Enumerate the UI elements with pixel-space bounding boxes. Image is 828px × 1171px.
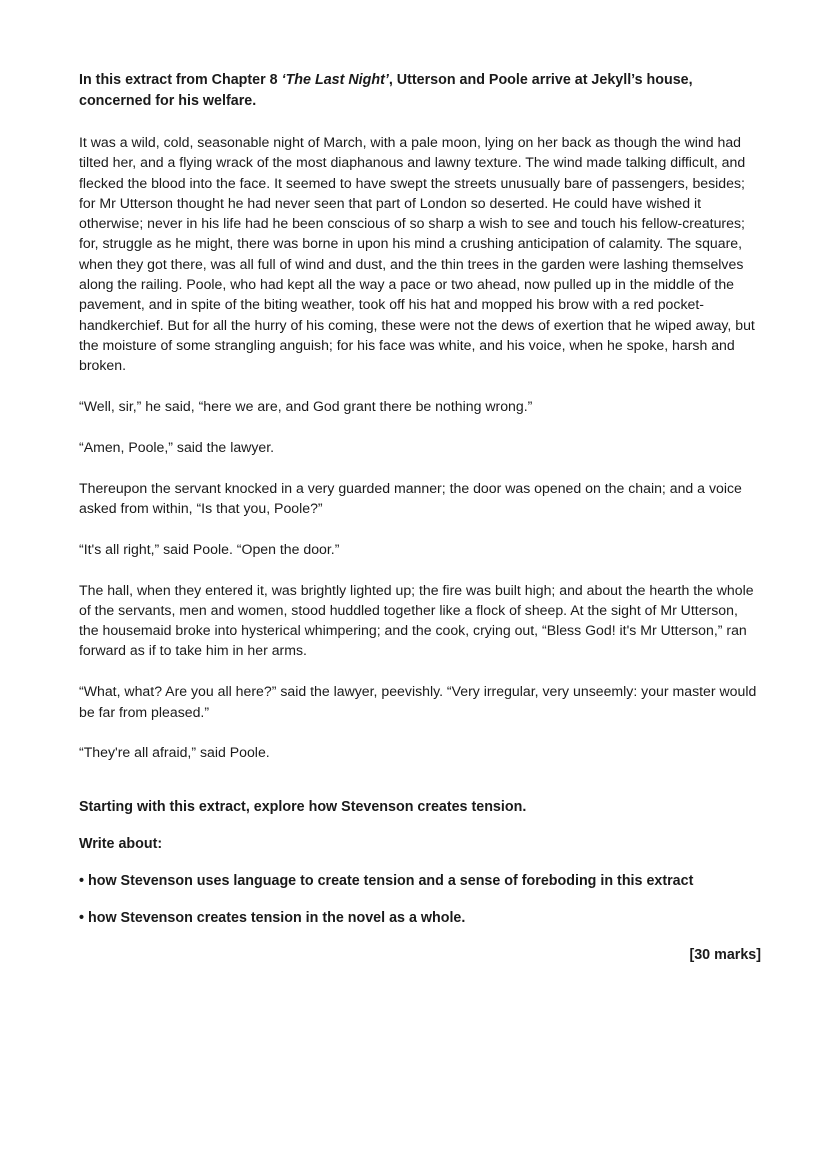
extract-paragraph: “They're all afraid,” said Poole. — [79, 744, 270, 761]
intro-prefix: In this extract from Chapter 8 — [79, 72, 282, 88]
question-bullet: • how Stevenson uses language to create tension and a sense of foreboding in this extract — [79, 872, 694, 889]
write-about-label: Write about: — [79, 835, 163, 852]
extract-paragraph: Thereupon the servant knocked in a very guarded manner; the door was opened on the chain; and a voice asked from within, “Is that you, Poole?” — [79, 479, 742, 516]
question-task: Starting with this extract, explore how Stevenson creates tension. — [79, 798, 527, 815]
marks-label: [30 marks] — [689, 946, 761, 963]
exam-question — [79, 797, 761, 965]
extract-paragraph: “It's all right,” said Poole. “Open the door.” — [79, 540, 340, 557]
question-bullet: • how Stevenson creates tension in the novel as a whole. — [79, 909, 466, 926]
extract-paragraph: “Amen, Poole,” said the lawyer. — [79, 438, 275, 455]
exam-page — [79, 70, 761, 965]
extract-paragraph: It was a wild, cold, seasonable night of March, with a pale moon, lying on her back as though the wind had tilted her, and a flying wrack of the most diaphanous and lawny texture. The wind made talking difficult, and flecked the blood into the face. It seemed to have swept the streets unusually bare of passengers, besides; for Mr Utterson thought he had never seen that part of London so deserted. He could have wished it otherwise; never in his life had he been conscious of so sharp a wish to see and touch his fellow-creatures; for, struggle as he might, there was borne in upon his mind a crushing anticipation of calamity. The square, when they got there, was all full of wind and dust, and the thin trees in the garden were lashing themselves along the railing. Poole, who had kept all the way a pace or two ahead, now pulled up in the middle of the pavement, and in spite of the biting weather, took off his hat and mopped his brow with a red pocket-handkerchief. But for all the hurry of his coming, these were not the dews of exertion that he wiped away, but the moisture of some strangling anguish; for his face was white, and his voice, when he spoke, harsh and broken. — [79, 134, 755, 374]
extract-text — [79, 132, 761, 763]
extract-paragraph: “What, what? Are you all here?” said the lawyer, peevishly. “Very irregular, very unseemly: your master would be far from pleased.” — [79, 683, 757, 720]
extract-paragraph: “Well, sir,” he said, “here we are, and God grant there be nothing wrong.” — [79, 398, 533, 415]
extract-paragraph: The hall, when they entered it, was brightly lighted up; the fire was built high; and about the hearth the whole of the servants, men and women, stood huddled together like a flock of sheep. At the sight of Mr Utterson, the housemaid broke into hysterical whimpering; and the cook, crying out, “Bless God! it's Mr Utterson,” ran forward as if to take him in her arms. — [79, 581, 754, 659]
extract-introduction — [79, 70, 761, 111]
intro-suffix: , Utterson and Poole arrive at Jekyll’s house, concerned for his welfare. — [79, 72, 693, 109]
chapter-title: ‘The Last Night’ — [281, 72, 389, 88]
